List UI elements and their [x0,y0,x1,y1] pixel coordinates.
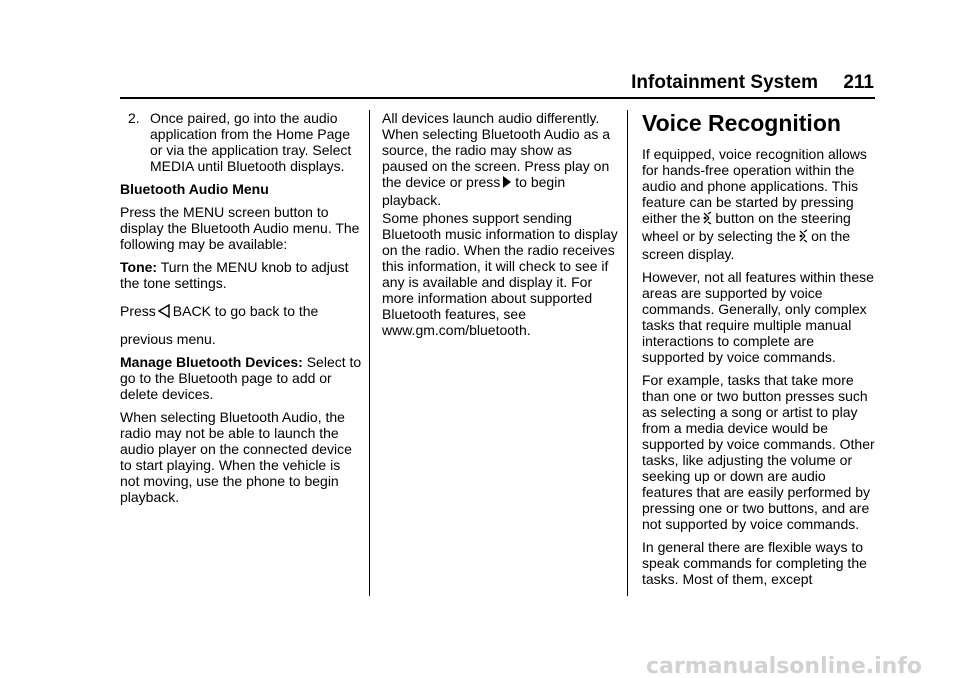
page-number: 211 [843,72,874,93]
devices-launch-paragraph: All devices launch audio differently. When selecting Bluetooth Audio as a source, the radio may show as paused on the screen. Press play on the device or press to begin playback. [382,110,611,208]
list-item-2 [120,110,362,174]
tone-paragraph [120,259,362,291]
bt-audio-menu-heading: Bluetooth Audio Menu [120,181,269,197]
voice-recognition-icon [702,211,712,228]
column-2 [382,110,620,345]
however-paragraph: However, not all features within these areas are supported by voice commands. Generally, only complex tasks that require multiple manual interactions to complete are supported by voice commands. [642,269,874,365]
header-rule [120,97,875,99]
manage-devices-paragraph [120,354,362,402]
back-arrow-icon [158,300,170,326]
list-item-text: Once paired, go into the audio application from the Home Page or via the application tray. Select MEDIA until Bluetooth displays. [150,110,352,174]
tone-text: Turn the MENU knob to adjust the tone settings. [120,259,349,291]
example-paragraph: For example, tasks that take more than one or two button presses such as selecting a song or artist to play from a media device would be supported by voice commands. Other tasks, like adjusting the volume or seeking up or down are audio features that are easily performed by pressing one or two buttons, and are not supported by voice commands. [642,372,875,532]
watermark: carmanualsonline.info [646,655,922,678]
tone-label: Tone: [120,259,158,275]
column-divider-2 [627,110,628,596]
general-paragraph: In general there are flexible ways to speak commands for completing the tasks. Most of them, except [642,539,867,587]
bt-audio-menu-paragraph: Press the MENU screen button to display the Bluetooth Audio menu. The following may be available: [120,204,360,252]
manage-label: Manage Bluetooth Devices: [120,354,303,370]
press-back-paragraph: Press BACK to go back to the previous menu. [120,298,362,352]
voice-recognition-heading: Voice Recognition [642,110,841,136]
phones-support-paragraph: Some phones support sending Bluetooth music information to display on the radio. When the radio receives this information, it will check to see if any is available and display it. For more information about supported Bluetooth features, see www.gm.com/bluetooth. [382,210,618,338]
manage-text: Select to go to the Bluetooth page to add or delete devices. [120,354,362,402]
column-3 [642,110,878,594]
voice-recognition-icon [798,229,808,246]
section-title: Infotainment System [631,72,818,93]
list-item-number: 2. [128,110,140,126]
when-selecting-paragraph: When selecting Bluetooth Audio, the radio may not be able to launch the audio player on the connected device to start playing. When the vehicle is not moving, use the phone to begin playback. [120,409,352,505]
voice-intro-paragraph: If equipped, voice recognition allows for hands-free operation within the audio and phone applications. This feature can be started by pressing either the button on the steering wheel or by selecting the on the screen display. [642,146,867,262]
column-divider-1 [369,110,370,596]
play-icon [502,175,512,192]
column-1 [120,110,362,512]
